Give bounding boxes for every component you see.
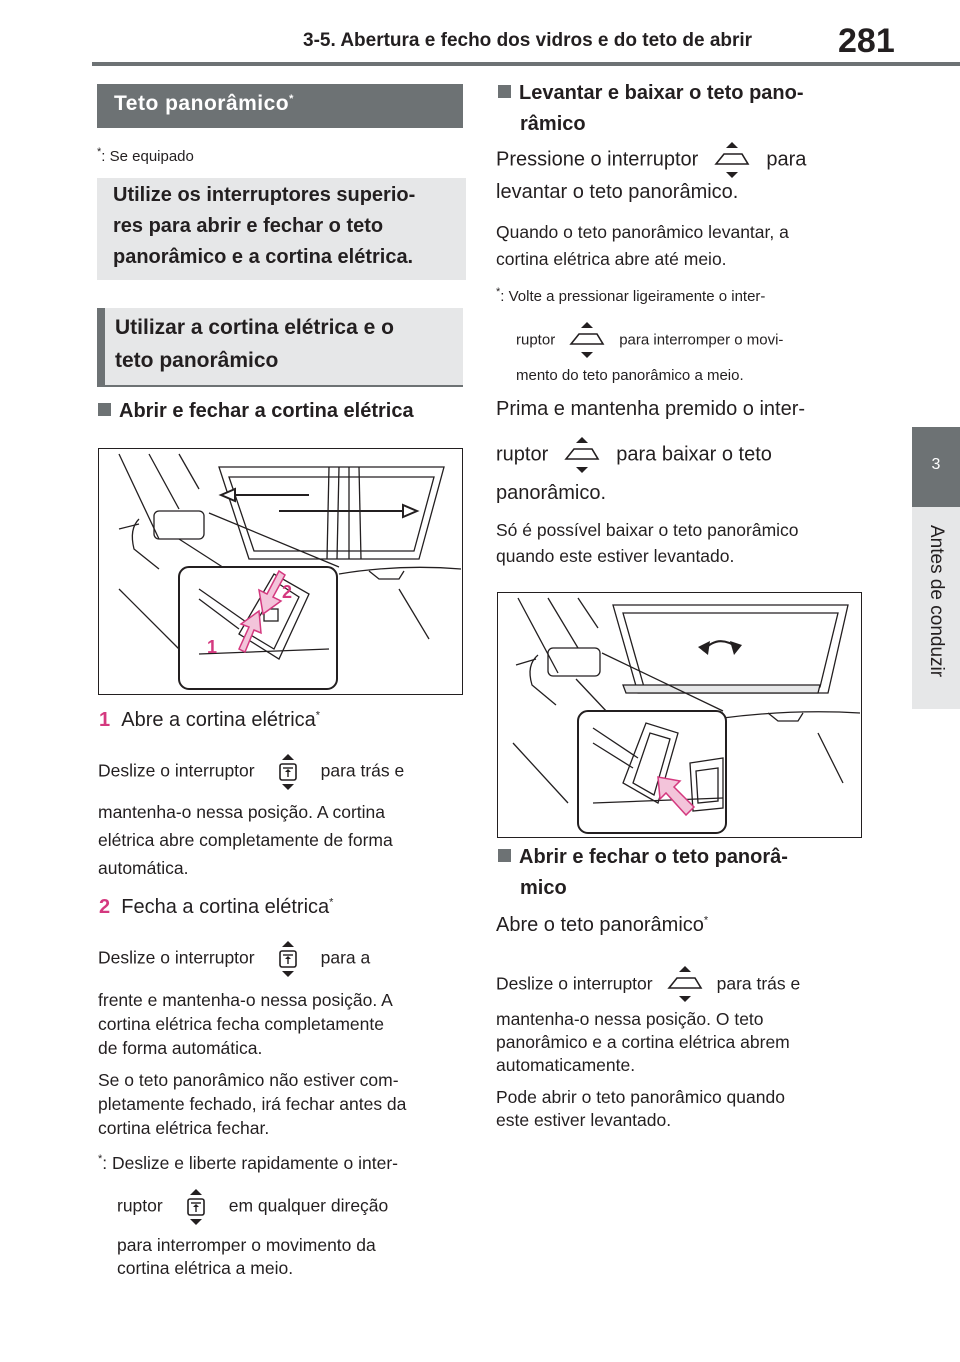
lower-note-line-2: quando este estiver levantado. [496, 546, 735, 566]
open-line-1: mantenha-o nessa posição. O teto [496, 1009, 764, 1029]
open-line-2: panorâmico e a cortina elétrica abrem [496, 1032, 790, 1052]
open-note-line-2: este estiver levantado. [496, 1110, 672, 1130]
tilt-instruction-line-1: Pressione o interruptor para [496, 140, 806, 180]
figure-label-2: 2 [282, 582, 293, 602]
heading-curtain: Abrir e fechar a cortina elétrica [98, 400, 414, 423]
heading-tilt-line-2: râmico [520, 113, 586, 135]
step-2-switch-line: Deslize o interruptor para a [98, 939, 370, 979]
heading-open-line-2: mico [520, 877, 567, 899]
bullet-square [498, 85, 511, 98]
figure-label-1: 1 [207, 637, 218, 657]
footnote-interrupt: *: Deslize e liberte rapidamente o inter- [98, 1153, 398, 1173]
footnote-equipped: *: Se equipado [97, 146, 194, 165]
tilt-footnote-line-1: *: Volte a pressionar ligeiramente o inter- [496, 286, 766, 305]
subsection-rule [97, 385, 463, 387]
note-line-1: Se o teto panorâmico não estiver com- [98, 1070, 399, 1090]
footnote-interrupt-switch-line: ruptor em qualquer direção [117, 1187, 388, 1227]
subsection-bar [97, 308, 105, 387]
subsection-line-1: Utilizar a cortina elétrica e o [115, 316, 394, 339]
tilt-note-line-2: cortina elétrica abre até meio. [496, 249, 727, 269]
tilt-footnote-switch-line: ruptor para interromper o movi- [516, 320, 783, 360]
bullet-square [98, 403, 111, 416]
chapter-title: Antes de conduzir [926, 525, 947, 678]
step-2-line-3: de forma automática. [98, 1038, 263, 1058]
step-1-line-2: elétrica abre completamente de forma [98, 830, 393, 850]
step-1-line-1: mantenha-o nessa posição. A cortina [98, 802, 385, 822]
open-line-3: automaticamente. [496, 1055, 636, 1075]
step-1-line-3: automática. [98, 858, 189, 878]
tilt-instruction-line-2: levantar o teto panorâmico. [496, 181, 739, 203]
step-2-title: 2 Fecha a cortina elétrica* [99, 896, 334, 918]
figure-tilt-illustration [498, 593, 861, 837]
section-title-box [97, 84, 463, 128]
step-1-switch-line: Deslize o interruptor para trás e [98, 752, 404, 792]
section-title: Teto panorâmico* [114, 92, 294, 115]
page-number: 281 [838, 22, 895, 60]
figure-curtain-illustration [99, 449, 462, 694]
slide-switch-icon [185, 1187, 207, 1227]
heading-open-line-1: Abrir e fechar o teto panorâ- [498, 846, 788, 869]
footnote-interrupt-line-1: para interromper o movimento da [117, 1235, 376, 1255]
tilt-switch-icon [712, 140, 752, 180]
lower-note-line-1: Só é possível baixar o teto panorâmico [496, 520, 799, 540]
intro-line-3: panorâmico e a cortina elétrica. [113, 246, 414, 268]
tilt-switch-icon [665, 964, 705, 1004]
tilt-switch-icon [562, 435, 602, 475]
note-line-3: cortina elétrica fechar. [98, 1118, 270, 1138]
open-title: Abre o teto panorâmico* [496, 914, 709, 936]
tilt-switch-icon [567, 320, 607, 360]
intro-line-2: res para abrir e fechar o teto [113, 215, 384, 237]
subsection-line-2: teto panorâmico [115, 349, 279, 372]
running-header-title: 3-5. Abertura e fecho dos vidros e do teto de abrir [303, 30, 753, 51]
open-note-line-1: Pode abrir o teto panorâmico quando [496, 1087, 785, 1107]
tilt-note-line-1: Quando o teto panorâmico levantar, a [496, 222, 789, 242]
intro-line-1: Utilize os interruptores superio- [113, 184, 416, 206]
slide-switch-icon [277, 939, 299, 979]
footnote-interrupt-line-2: cortina elétrica a meio. [117, 1258, 294, 1278]
step-1-title: 1 Abre a cortina elétrica* [99, 709, 321, 731]
figure-curtain-switch [98, 448, 463, 695]
step-2-line-2: cortina elétrica fecha completamente [98, 1014, 384, 1034]
lower-instruction-line-3: panorâmico. [496, 482, 607, 504]
open-switch-line: Deslize o interruptor para trás e [496, 964, 800, 1004]
slide-switch-icon [277, 752, 299, 792]
bullet-square [498, 849, 511, 862]
figure-tilt-switch [497, 592, 862, 838]
note-line-2: pletamente fechado, irá fechar antes da [98, 1094, 407, 1114]
lower-instruction-line-1: Prima e mantenha premido o inter- [496, 398, 806, 420]
header-rule [92, 62, 960, 66]
step-2-line-1: frente e mantenha-o nessa posição. A [98, 990, 393, 1010]
tilt-footnote-line-3: mento do teto panorâmico a meio. [516, 367, 744, 384]
chapter-number: 3 [931, 456, 941, 473]
heading-tilt-line-1: Levantar e baixar o teto pano- [498, 82, 804, 105]
lower-instruction-switch-line: ruptor para baixar o teto [496, 435, 772, 475]
